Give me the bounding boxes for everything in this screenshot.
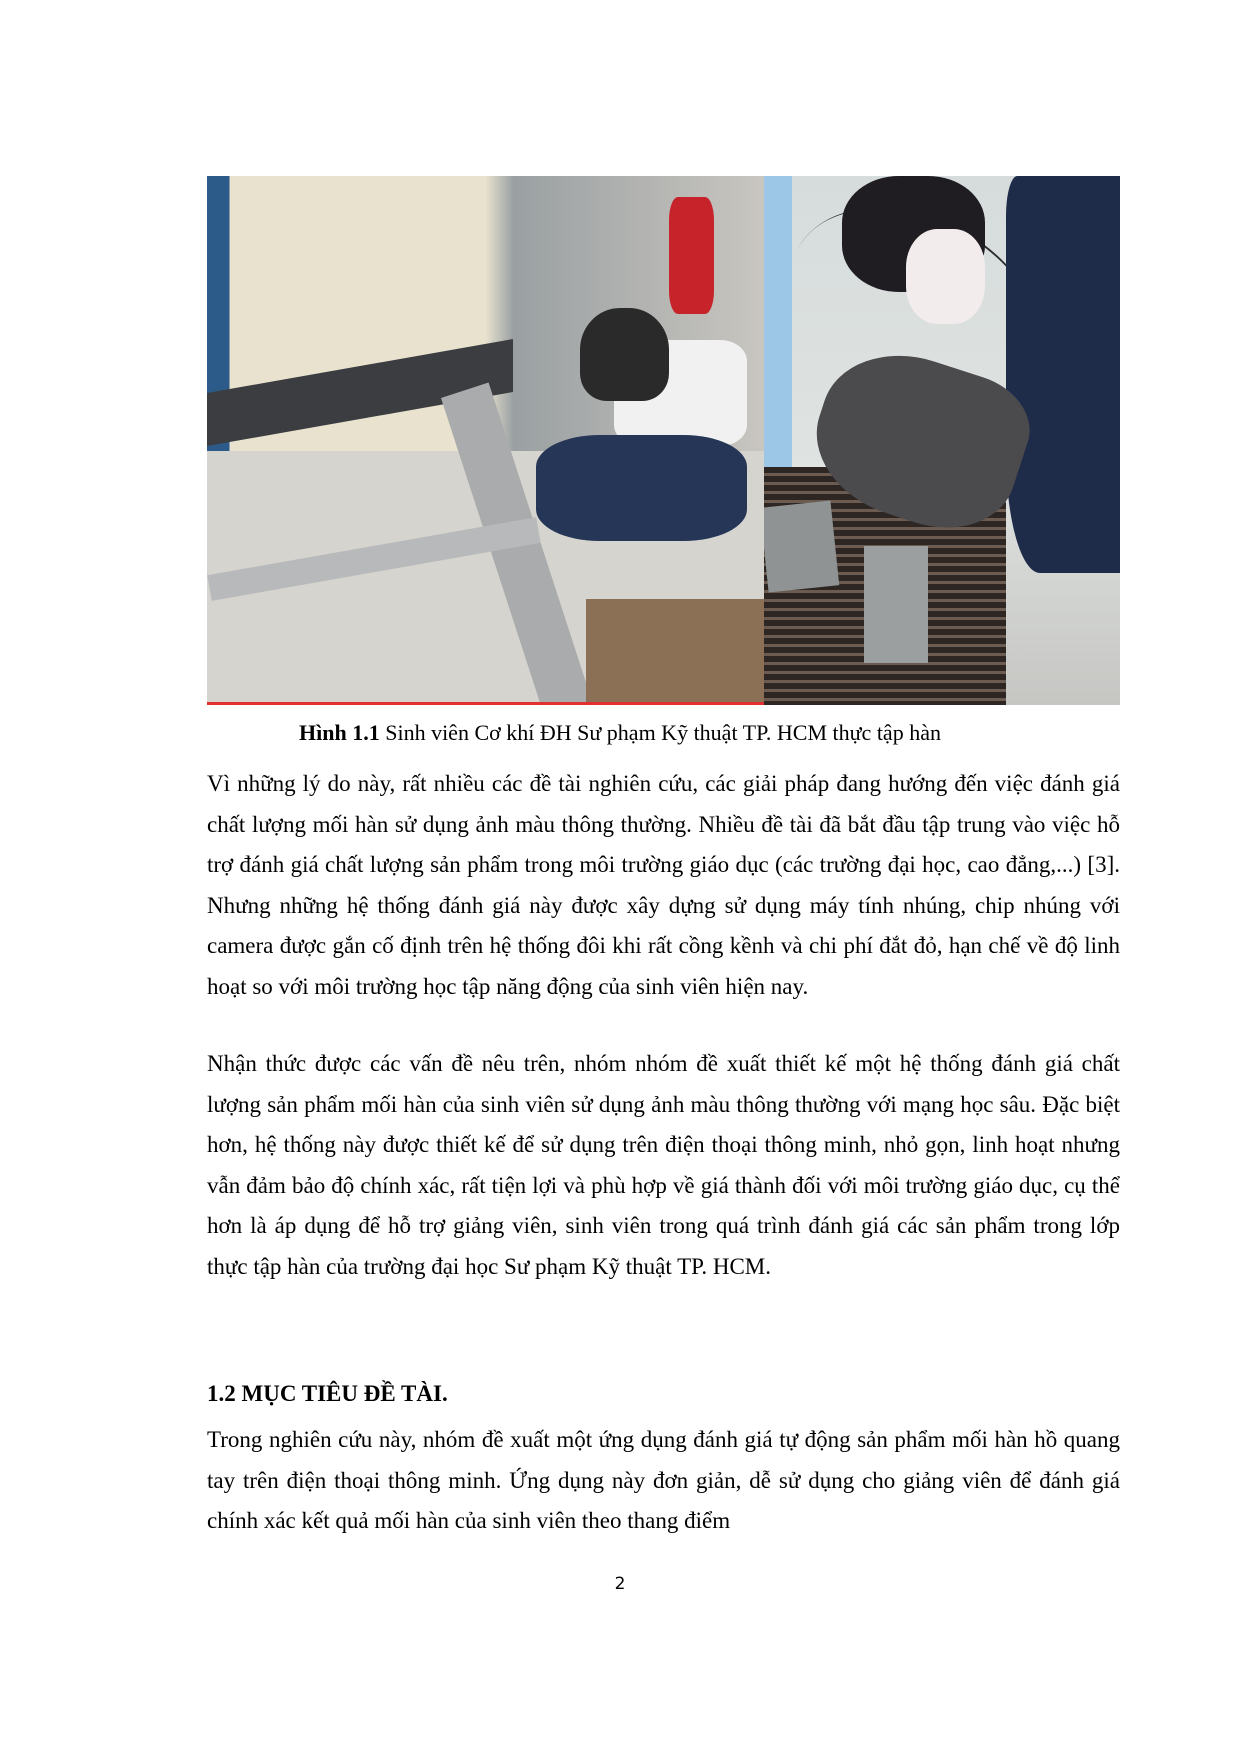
pants bbox=[536, 435, 748, 541]
welding-photo-left bbox=[207, 176, 764, 705]
figure-caption-text: Sinh viên Cơ khí ĐH Sư phạm Kỹ thuật TP. HCM thực tập hàn bbox=[379, 720, 941, 745]
wooden-stand bbox=[586, 599, 764, 705]
paragraph: Trong nghiên cứu này, nhóm đề xuất một ứng dụng đánh giá tự động sản phẩm mối hàn hồ quang tay trên điện thoại thông minh. Ứng dụng này đơn giản, dễ sử dụng cho giảng viên để đánh giá chính xác kết quả mối hàn của sinh viên theo thang điểm bbox=[207, 1427, 1120, 1533]
welding-helmet bbox=[580, 308, 669, 401]
figure-1-1 bbox=[207, 176, 1120, 705]
section-heading: 1.2 MỤC TIÊU ĐỀ TÀI. bbox=[207, 1381, 448, 1406]
jacket bbox=[1006, 176, 1120, 573]
fire-extinguisher bbox=[669, 197, 714, 313]
paragraph: Nhận thức được các vấn đề nêu trên, nhóm nhóm đề xuất thiết kế một hệ thống đánh giá chất lượng sản phẩm mối hàn của sinh viên sử dụng ảnh màu thông thường với mạng học sâu. Đặc biệt hơn, hệ thống này được thiết kế để sử dụng trên điện thoại thông minh, nhỏ gọn, linh hoạt nhưng vẫn đảm bảo độ chính xác, rất tiện lợi và phù hợp về giá thành đối với môi trường giáo dục, cụ thể hơn là áp dụng để hỗ trợ giảng viên, sinh viên trong quá trình đánh giá các sản phẩm trong lớp thực tập hàn của trường đại học Sư phạm Kỹ thuật TP. HCM. bbox=[207, 1051, 1120, 1279]
steel-plate bbox=[864, 546, 928, 662]
welding-photo-right bbox=[764, 176, 1120, 705]
student-welding bbox=[524, 308, 747, 573]
paragraph: Vì những lý do này, rất nhiều các đề tài nghiên cứu, các giải pháp đang hướng đến việc đánh giá chất lượng mối hàn sử dụng ảnh màu thông thường. Nhiều đề tài đã bắt đầu tập trung vào việc hỗ trợ đánh giá chất lượng sản phẩm trong môi trường giáo dục (các trường đại học, cao đẳng,...) [3]. Nhưng những hệ thống đánh giá này được xây dựng sử dụng máy tính nhúng, chip nhúng với camera được gắn cố định trên hệ thống đôi khi rất cồng kềnh và chi phí đắt đỏ, hạn chế về độ linh hoạt so với môi trường học tập năng động của sinh viên hiện nay. bbox=[207, 771, 1120, 999]
page-number: 2 bbox=[614, 1574, 626, 1594]
face-mask bbox=[906, 229, 984, 324]
steel-plate bbox=[764, 500, 839, 592]
figure-label: Hình 1.1 bbox=[299, 720, 380, 745]
figure-caption bbox=[0, 718, 1240, 748]
red-underline bbox=[207, 702, 764, 705]
wall bbox=[764, 176, 792, 467]
